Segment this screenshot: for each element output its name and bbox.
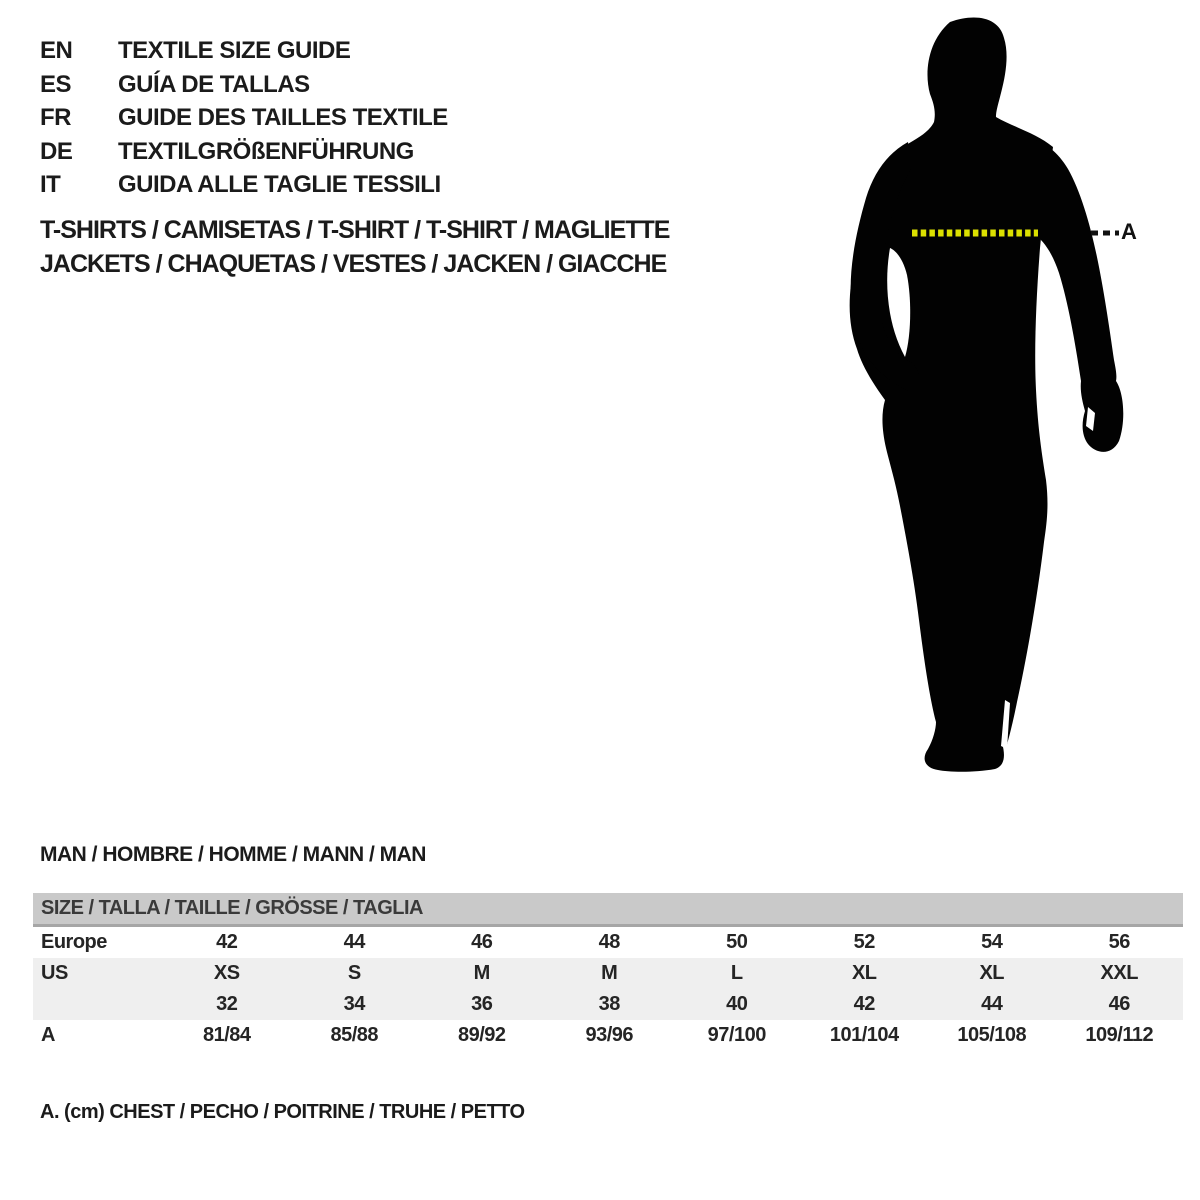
section-title: MAN / HOMBRE / HOMME / MANN / MAN <box>40 843 426 866</box>
size-cell: XS <box>213 962 240 984</box>
size-table-body <box>33 927 1183 1051</box>
row-label: A <box>41 1024 55 1046</box>
size-cell: XL <box>979 962 1005 984</box>
size-cell: L <box>730 962 743 984</box>
size-cell: 46 <box>471 931 493 953</box>
language-code: FR <box>40 104 71 131</box>
language-label: GUÍA DE TALLAS <box>118 70 310 98</box>
row-label: Europe <box>41 931 107 953</box>
size-cell: 42 <box>853 993 875 1015</box>
size-cell: 56 <box>1108 931 1130 953</box>
language-code: DE <box>40 137 73 165</box>
size-cell: 34 <box>343 993 365 1015</box>
size-cell: 54 <box>981 931 1003 953</box>
size-cell: 105/108 <box>957 1024 1027 1046</box>
size-cell: 85/88 <box>330 1024 379 1046</box>
silhouette-right-arm <box>1028 138 1123 452</box>
size-cell: XXL <box>1100 962 1138 984</box>
size-cell: 40 <box>726 993 748 1015</box>
size-cell: 42 <box>216 931 238 953</box>
size-cell: 44 <box>343 931 365 953</box>
size-table-header: SIZE / TALLA / TAILLE / GRÖSSE / TAGLIA <box>33 893 1183 927</box>
size-cell: 36 <box>471 993 493 1015</box>
size-cell: 38 <box>598 993 620 1015</box>
size-table-row <box>33 989 1183 1020</box>
row-label: US <box>41 962 68 984</box>
size-table <box>33 893 1183 1051</box>
size-cell: S <box>347 962 361 984</box>
size-cell: 44 <box>981 993 1003 1015</box>
size-cell: 46 <box>1108 993 1130 1015</box>
footer-note: A. (cm) CHEST / PECHO / POITRINE / TRUHE / PETTO <box>40 1101 525 1123</box>
category-line-tshirts: T-SHIRTS / CAMISETAS / T-SHIRT / T-SHIRT / MAGLIETTE <box>40 216 670 244</box>
size-cell: 32 <box>216 993 238 1015</box>
size-table-row <box>33 927 1183 958</box>
size-cell: 52 <box>853 931 875 953</box>
size-cell: 48 <box>598 931 620 953</box>
silhouette-body <box>850 17 1053 771</box>
size-cell: M <box>601 962 618 984</box>
language-label: GUIDE DES TAILLES TEXTILE <box>118 104 448 131</box>
size-table-row <box>33 958 1183 989</box>
size-cell: 93/96 <box>585 1024 634 1046</box>
category-line-jackets: JACKETS / CHAQUETAS / VESTES / JACKEN / GIACCHE <box>40 249 667 278</box>
language-label: TEXTILGRÖßENFÜHRUNG <box>118 137 414 165</box>
size-cell: 89/92 <box>457 1024 506 1046</box>
size-cell: 81/84 <box>202 1024 251 1046</box>
size-cell: 101/104 <box>829 1024 899 1046</box>
size-cell: M <box>473 962 490 984</box>
size-cell: 109/112 <box>1085 1024 1154 1046</box>
size-cell: 97/100 <box>707 1024 766 1046</box>
size-cell: 50 <box>726 931 748 953</box>
language-code: EN <box>40 37 73 64</box>
measurement-label-a: A <box>1121 219 1137 244</box>
size-table-row <box>33 1020 1183 1051</box>
language-code: ES <box>40 70 72 98</box>
size-cell: XL <box>851 962 877 984</box>
language-label: GUIDA ALLE TAGLIE TESSILI <box>118 171 441 198</box>
language-label: TEXTILE SIZE GUIDE <box>118 37 351 64</box>
language-code: IT <box>40 171 61 198</box>
